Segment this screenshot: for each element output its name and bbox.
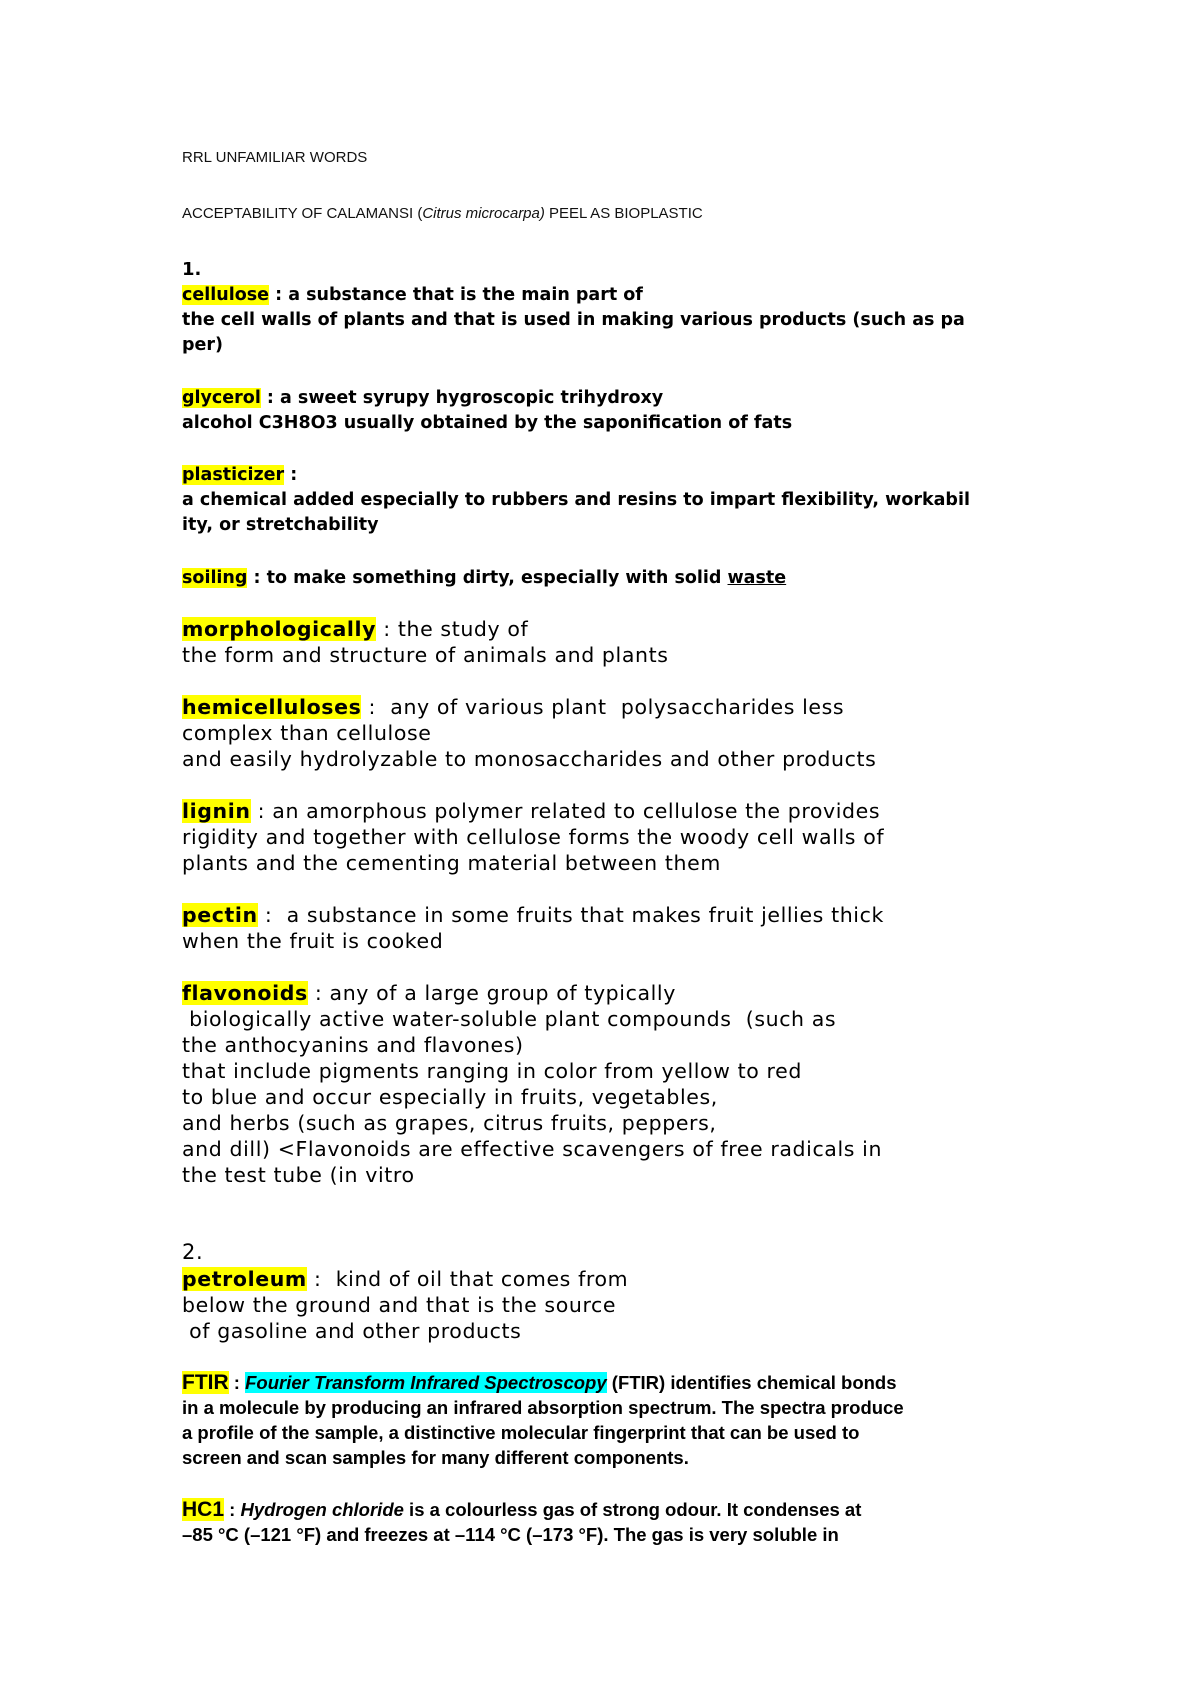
entry-lignin (182, 798, 1042, 876)
definition-line: the form and structure of animals and plants (182, 643, 669, 667)
definition-line: to blue and occur especially in fruits, vegetables, (182, 1085, 718, 1109)
entry-soiling (182, 566, 1042, 591)
definition-line: : a substance that is the main part of (269, 285, 643, 305)
entry-plasticizer (182, 463, 1042, 538)
definition-line: when the fruit is cooked (182, 929, 444, 953)
subtitle-scientific-name: Citrus microcarpa) (422, 205, 545, 222)
definition-line: biologically active water-soluble plant compounds (such as (182, 1007, 837, 1031)
entry-petroleum (182, 1266, 1042, 1344)
definition-line: complex than cellulose (182, 721, 432, 745)
definition-line: in a molecule by producing an infrared absorption spectrum. The spectra produce (182, 1397, 904, 1418)
subtitle-prefix: ACCEPTABILITY OF CALAMANSI ( (182, 205, 423, 222)
term-lignin: lignin (182, 799, 251, 823)
definition-line: the anthocyanins and flavones) (182, 1033, 524, 1057)
term-flavonoids: flavonoids (182, 981, 308, 1005)
definition-line: alcohol C3H8O3 usually obtained by the saponification of fats (182, 413, 793, 433)
definition-line: –85 °C (–121 °F) and freezes at –114 °C (–173 °F). The gas is very soluble in (182, 1524, 839, 1545)
definition-line: ity, or stretchability (182, 515, 379, 535)
definition-line: of gasoline and other products (182, 1319, 522, 1343)
document-title: RRL UNFAMILIAR WORDS (182, 149, 368, 166)
entry-hemicelluloses (182, 694, 1042, 772)
section-2-number: 2. (182, 1240, 204, 1264)
definition-line: : to make something dirty, especially with solid (247, 568, 728, 588)
definition-line: per) (182, 335, 224, 355)
definition-line: the cell walls of plants and that is used in making various products (such as pa (182, 310, 965, 330)
definition-line: : (284, 465, 298, 485)
subtitle-suffix: PEEL AS BIOPLASTIC (544, 205, 703, 222)
entry-cellulose (182, 283, 1042, 358)
definition-line: : a sweet syrupy hygroscopic trihydroxy (260, 388, 664, 408)
term-morphologically: morphologically (182, 617, 377, 641)
document-subtitle (182, 205, 703, 222)
definition-line: that include pigments ranging in color from yellow to red (182, 1059, 802, 1083)
definition-line: : kind of oil that comes from (306, 1267, 629, 1291)
definition-line: : the study of (376, 617, 529, 641)
entry-pectin (182, 902, 1042, 954)
term-ftir: FTIR (182, 1371, 229, 1394)
term-hc1: HC1 (182, 1498, 225, 1521)
definition-line: rigidity and together with cellulose forms the woody cell walls of (182, 825, 885, 849)
definition-line: is a colourless gas of strong odour. It condenses at (403, 1499, 862, 1520)
definition-line: plants and the cementing material between them (182, 851, 721, 875)
term-plasticizer: plasticizer (182, 465, 285, 485)
definition-line: the test tube (in vitro (182, 1163, 415, 1187)
term-petroleum: petroleum (182, 1267, 307, 1291)
underlined-word: waste (727, 568, 787, 588)
definition-line: and dill) <Flavonoids are effective scavengers of free radicals in (182, 1137, 883, 1161)
entry-glycerol (182, 386, 1042, 436)
term-glycerol: glycerol (182, 388, 261, 408)
definition-line: and easily hydrolyzable to monosaccharides and other products (182, 747, 877, 771)
ftir-full-name: Fourier Transform Infrared Spectroscopy (245, 1372, 607, 1393)
term-cellulose: cellulose (182, 285, 270, 305)
section-1-number: 1. (182, 259, 202, 280)
hc1-full-name: Hydrogen chloride (240, 1499, 404, 1520)
definition-line: below the ground and that is the source (182, 1293, 617, 1317)
definition-line: : a substance in some fruits that makes fruit jellies thick (257, 903, 884, 927)
definition-line: : an amorphous polymer related to cellulose the provides (250, 799, 881, 823)
entry-ftir: FTIR : Fourier Transform Infrared Spectroscopy (FTIR) identifies chemical bonds in a molecule by producing an infrared absorption spectrum. The spectra produce a profile of the sample, a distinctive molecular fingerprint that can be used to screen and scan samples for many different components. (182, 1370, 1042, 1470)
entry-morphologically (182, 616, 1042, 668)
term-pectin: pectin (182, 903, 258, 927)
entry-flavonoids (182, 980, 1042, 1188)
definition-line: (FTIR) identifies chemical bonds (606, 1372, 897, 1393)
definition-line: a profile of the sample, a distinctive molecular fingerprint that can be used to (182, 1422, 860, 1443)
definition-line: : any of various plant polysaccharides less (361, 695, 845, 719)
definition-line: screen and scan samples for many different components. (182, 1447, 689, 1468)
term-hemicelluloses: hemicelluloses (182, 695, 362, 719)
term-soiling: soiling (182, 568, 248, 588)
definition-line: a chemical added especially to rubbers and resins to impart flexibility, workabil (182, 490, 970, 510)
entry-hc1: HC1 : Hydrogen chloride is a colourless gas of strong odour. It condenses at –85 °C (–121 °F) and freezes at –114 °C (–173 °F). The gas is very soluble in (182, 1497, 1042, 1547)
definition-line: and herbs (such as grapes, citrus fruits, peppers, (182, 1111, 717, 1135)
definition-line: : any of a large group of typically (307, 981, 676, 1005)
